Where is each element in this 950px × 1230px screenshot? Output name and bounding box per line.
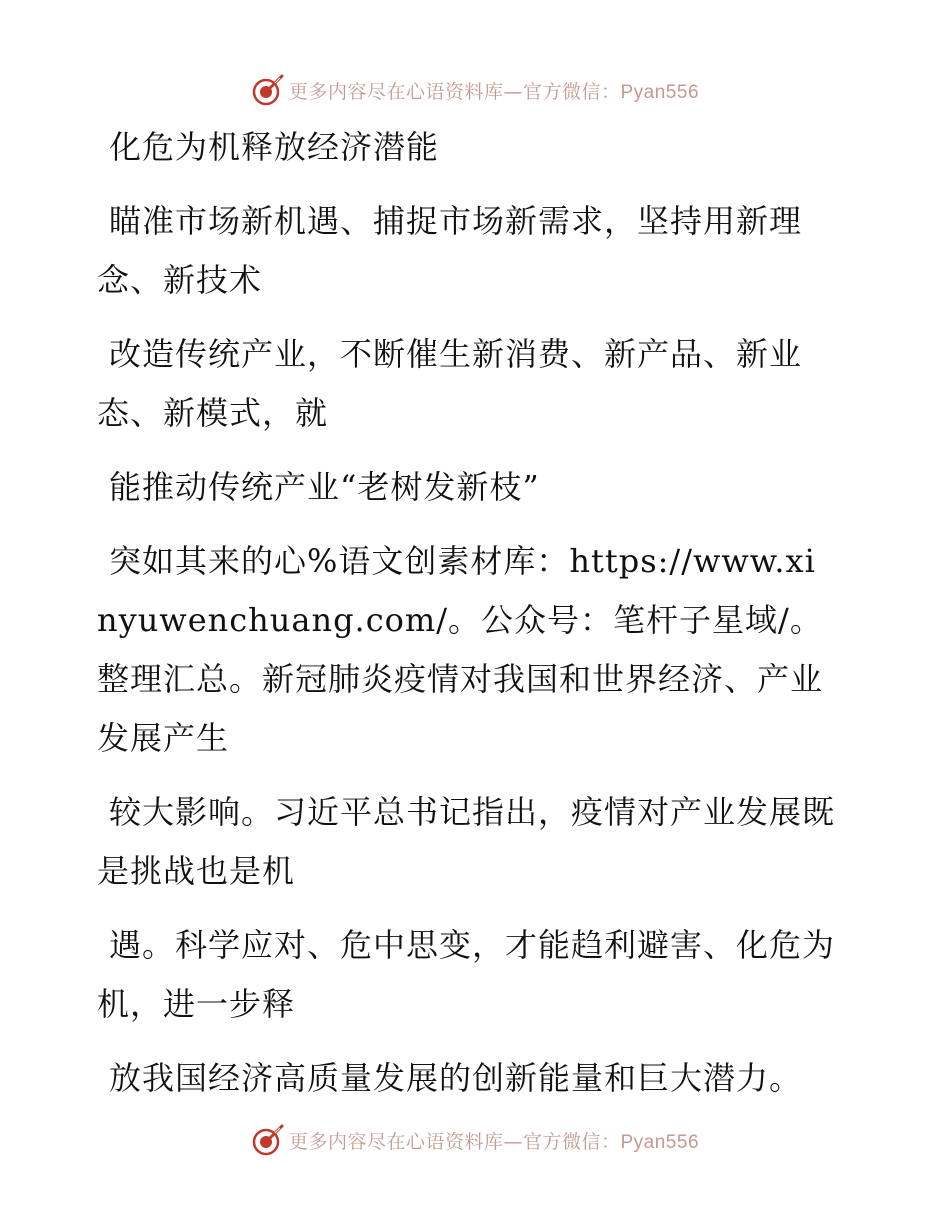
footer-watermark <box>0 1120 950 1160</box>
header-watermark-id: Pyan556 <box>620 81 700 103</box>
brush-logo-icon <box>251 73 285 107</box>
header-watermark-text: 更多内容尽在心语资料库—官方微信： <box>288 80 621 103</box>
paragraph: 放我国经济高质量发展的创新能量和巨大潜力。 <box>109 1059 803 1097</box>
paragraph: 遇。科学应对、危中思变，才能趋利避害、化危为机，进一步释 <box>97 926 836 1023</box>
paragraph: 较大影响。习近平总书记指出，疫情对产业发展既是挑战也是机 <box>97 793 836 890</box>
brush-logo-icon <box>251 1123 285 1157</box>
header-watermark <box>0 70 950 110</box>
document-body <box>97 118 837 1123</box>
paragraph: 突如其来的心%语文创素材库：https://www.xinyuwenchuang.com/。公众号：笔杆子星域/。整理汇总。新冠肺炎疫情对我国和世界经济、产业发展产生 <box>97 542 824 757</box>
paragraph: 能推动传统产业“老树发新枝” <box>109 468 540 506</box>
footer-watermark-id: Pyan556 <box>620 1131 700 1153</box>
paragraph: 瞄准市场新机遇、捕捉市场新需求，坚持用新理念、新技术 <box>97 202 803 299</box>
paragraph: 改造传统产业，不断催生新消费、新产品、新业态、新模式，就 <box>97 335 803 432</box>
paragraph-title: 化危为机释放经济潜能 <box>109 128 440 166</box>
footer-watermark-text: 更多内容尽在心语资料库—官方微信： <box>288 1130 621 1153</box>
